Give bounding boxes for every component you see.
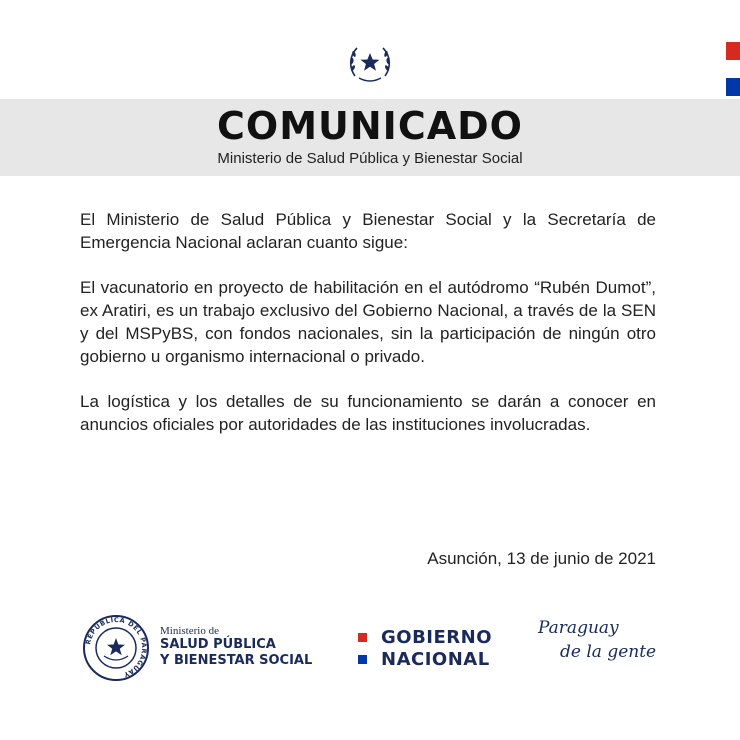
ministry-logo-line2: Y BIENESTAR SOCIAL [160, 653, 313, 668]
star-laurel-emblem-icon [345, 38, 395, 88]
date-line: Asunción, 13 de junio de 2021 [427, 549, 656, 568]
flag-red-stripe [726, 42, 740, 60]
slogan-logo [538, 618, 656, 662]
page-title: COMUNICADO [217, 104, 523, 148]
statement-body [80, 208, 656, 458]
paragraph-vaccination-center: El vacunatorio en proyecto de habilitación en el autódromo “Rubén Dumot”, ex Aratiri, es un trabajo exclusivo del Gobierno Nacional, a través de la SEN y del MSPyBS, con fondos nacionales, sin la participación de ningún otro gobierno u organismo internacional o privado. [80, 278, 656, 366]
blue-square-icon [358, 655, 367, 664]
government-logo [358, 626, 492, 670]
national-seal-icon [82, 614, 150, 682]
government-logo-line1: GOBIERNO [381, 626, 493, 648]
page-subtitle: Ministerio de Salud Pública y Bienestar Social [217, 150, 523, 167]
svg-text:REPÚBLICA DEL PARAGUAY: REPÚBLICA DEL PARAGUAY [84, 615, 149, 679]
flag-blue-stripe [726, 78, 740, 96]
ministry-logo-line1: SALUD PÚBLICA [160, 637, 276, 652]
slogan-line1: Paraguay [538, 618, 619, 638]
red-square-icon [358, 633, 367, 642]
slogan-line2: de la gente [560, 642, 657, 662]
ministry-logo-small: Ministerio de [160, 625, 219, 637]
paragraph-logistics: La logística y los detalles de su funcionamiento se darán a conocer en anuncios oficiales por autoridades de las instituciones involucradas. [80, 392, 656, 434]
ministry-logo [160, 625, 312, 669]
government-logo-line2: NACIONAL [381, 648, 490, 670]
paragraph-intro: El Ministerio de Salud Pública y Bienestar Social y la Secretaría de Emergencia Nacional aclaran cuanto sigue: [80, 210, 656, 252]
flag-corner-stripes [726, 42, 740, 96]
